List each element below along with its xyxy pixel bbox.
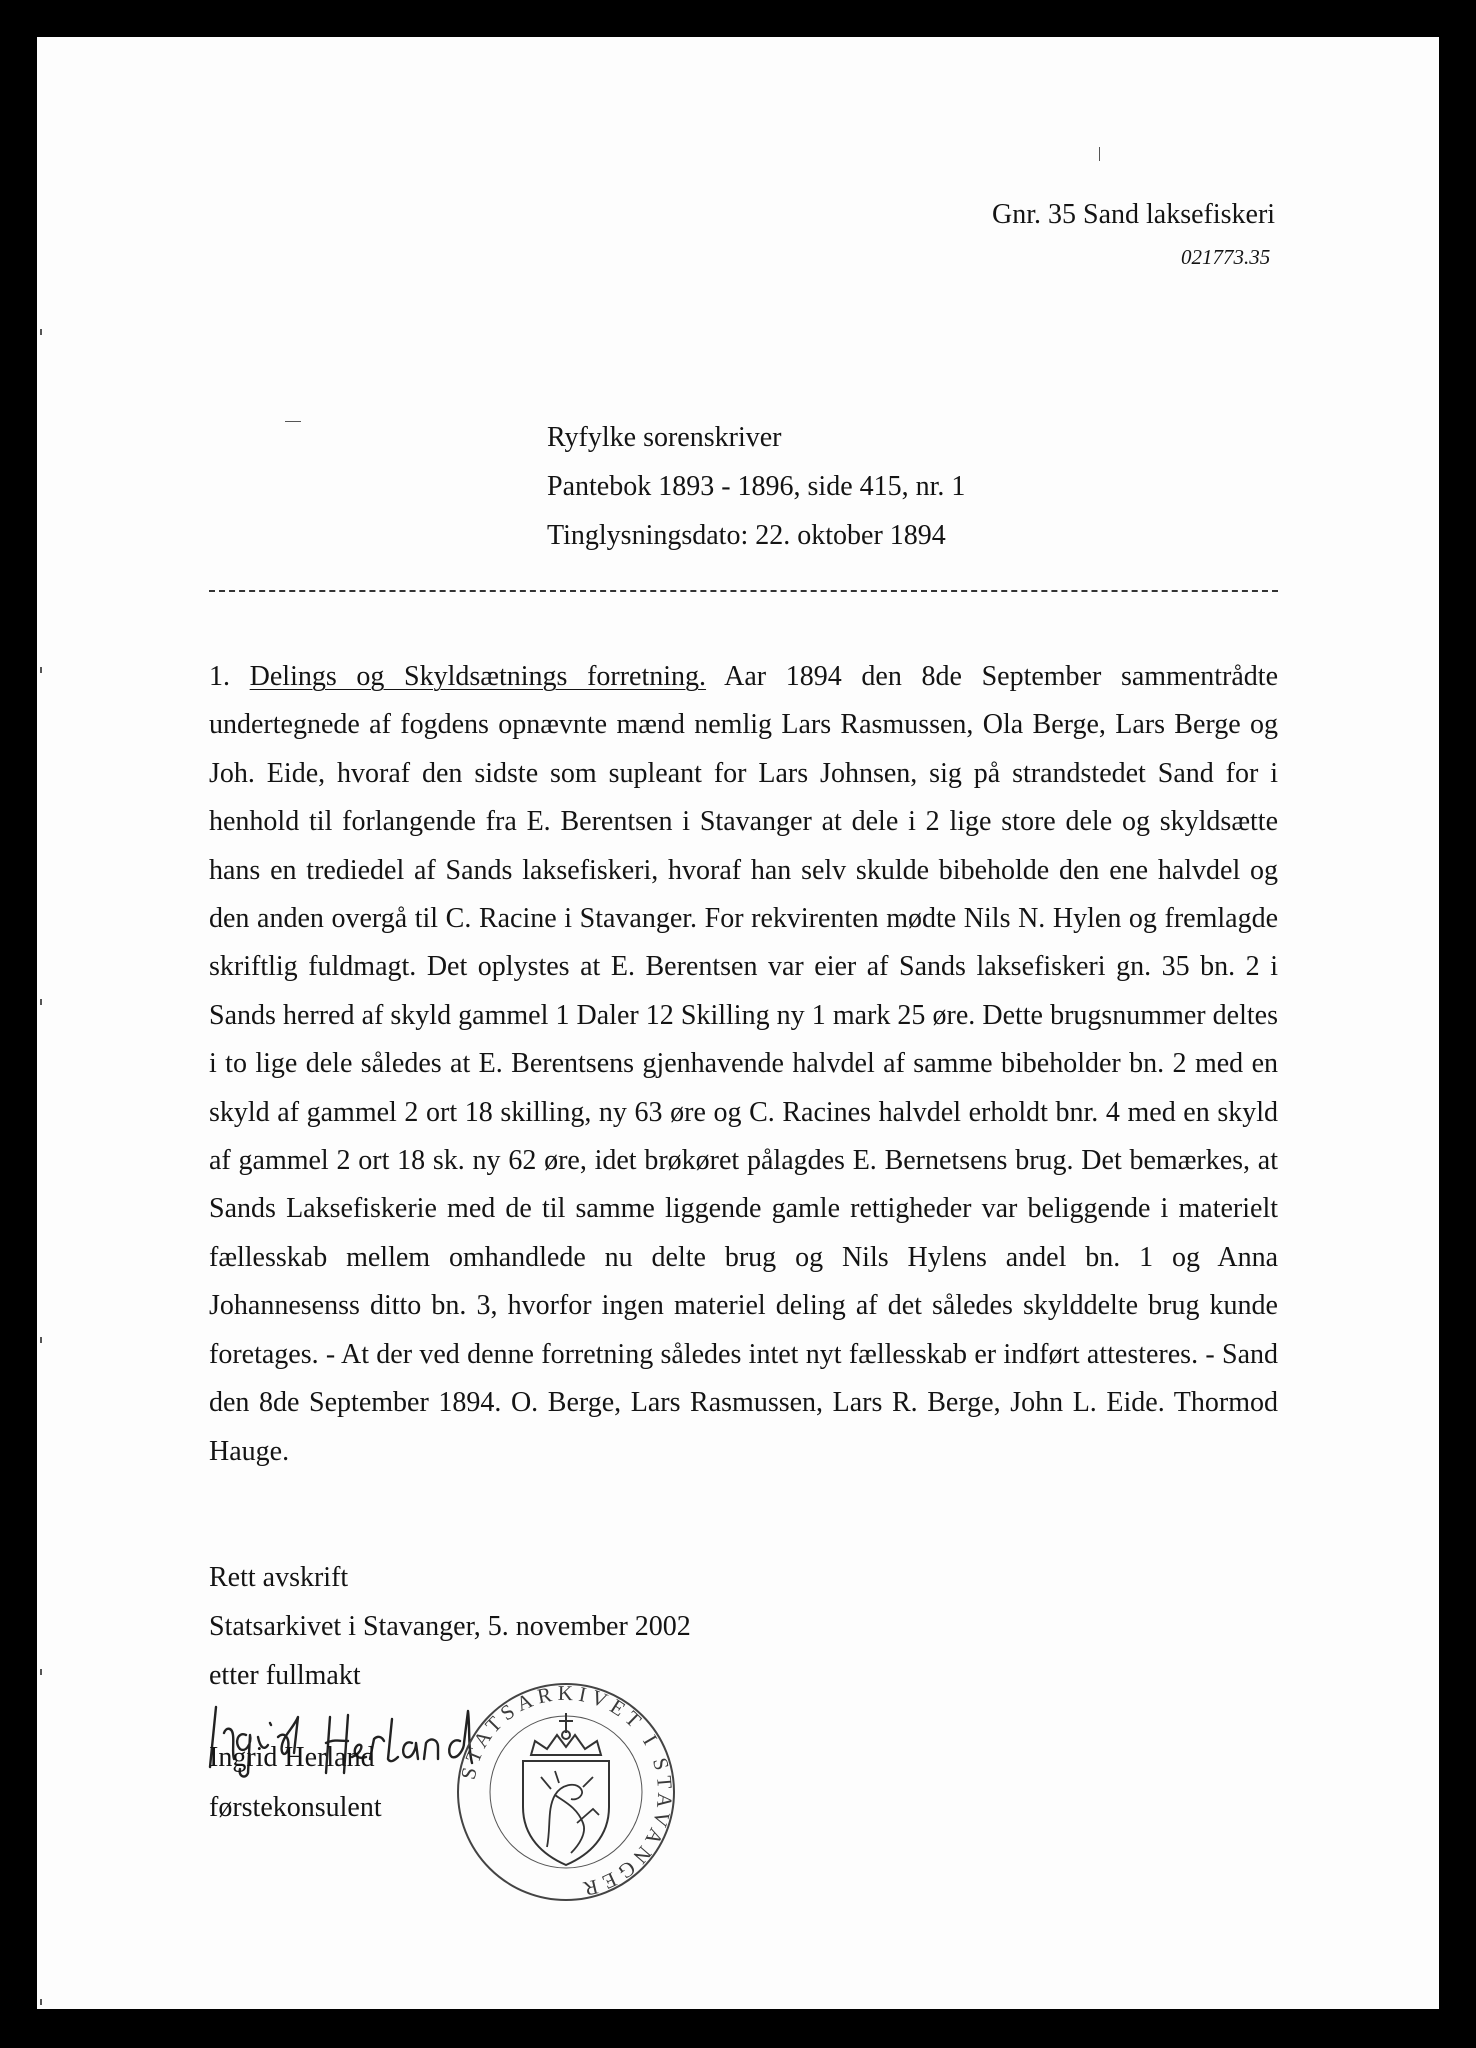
scan-speck xyxy=(1099,147,1100,161)
certification-line-1: Rett avskrift xyxy=(209,1562,349,1593)
archive-stamp xyxy=(451,1677,681,1907)
certification-line-2: Statsarkivet i Stavanger, 5. november 2002 xyxy=(209,1611,691,1642)
document-page xyxy=(37,37,1439,2009)
stamp-text: STATSARKIVET I STAVANGER xyxy=(455,1680,678,1903)
reference-code: 021773.35 xyxy=(1181,245,1271,269)
scan-speck xyxy=(40,1999,42,2005)
scan-speck xyxy=(40,1337,42,1343)
source-court: Ryfylke sorenskriver xyxy=(547,422,782,453)
scan-speck xyxy=(40,329,42,335)
entry-text: Aar 1894 den 8de September sammentrådte undertegnede af fogdens opnævnte mænd nemlig Lars Rasmussen, Ola Berge, Lars Berge og Joh. Eide, hvoraf den sidste som supleant for Lars Johnsen, sig på strandstedet Sand for i henhold til forlangende fra E. Berentsen i Stavanger at dele i 2 lige store dele og skyldsætte hans en trediedel af Sands laksefiskeri, hvoraf han selv skulde bibeholde den ene halvdel og den anden overgå til C. Racine i Stavanger. For rekvirenten mødte Nils N. Hylen og fremlagde skriftlig fuldmagt. Det oplystes at E. Berentsen var eier af Sands laksefiskeri gn. 35 bn. 2 i Sands herred af skyld gammel 1 Daler 12 Skilling ny 1 mark 25 øre. Dette brugsnummer deltes i to lige dele således at E. Berentsens gjenhavende halvdel af samme bibeholder bn. 2 med en skyld af gammel 2 ort 18 skilling, ny 63 øre og C. Racines halvdel erholdt bnr. 4 med en skyld af gammel 2 ort 18 sk. ny 62 øre, idet brøkøret pålagdes E. Bernetsens brug. Det bemærkes, at Sands Laksefiskerie med de til samme liggende gamle rettigheder var beliggende i materielt fællesskab mellem omhandlede nu delte brug og Nils Hylens andel bn. 1 og Anna Johannesenss ditto bn. 3, hvorfor ingen materiel deling af det således skylddelte brug kunde foretages. - At der ved denne forretning således intet nyt fællesskab er indført attesteres. - Sand den 8de September 1894. O. Berge, Lars Rasmussen, Lars R. Berge, John L. Eide. Thormod Hauge. xyxy=(209,661,1278,1467)
scan-speck xyxy=(40,1669,42,1675)
entry-paragraph xyxy=(209,653,1278,1476)
source-book: Pantebok 1893 - 1896, side 415, nr. 1 xyxy=(547,471,966,502)
scan-speck xyxy=(285,421,301,422)
scan-speck xyxy=(40,667,42,673)
entry-number: 1. xyxy=(209,661,230,692)
signer-title: førstekonsulent xyxy=(209,1792,382,1823)
certification-line-3: etter fullmakt xyxy=(209,1660,361,1691)
registration-date: Tinglysningsdato: 22. oktober 1894 xyxy=(547,520,946,551)
scan-speck xyxy=(40,999,42,1005)
document-title: Gnr. 35 Sand laksefiskeri xyxy=(992,199,1276,230)
signer-name: Ingrid Herland xyxy=(209,1742,375,1773)
entry-heading: Delings og Skyldsætnings forretning. xyxy=(249,661,707,692)
dashed-divider xyxy=(209,590,1278,592)
